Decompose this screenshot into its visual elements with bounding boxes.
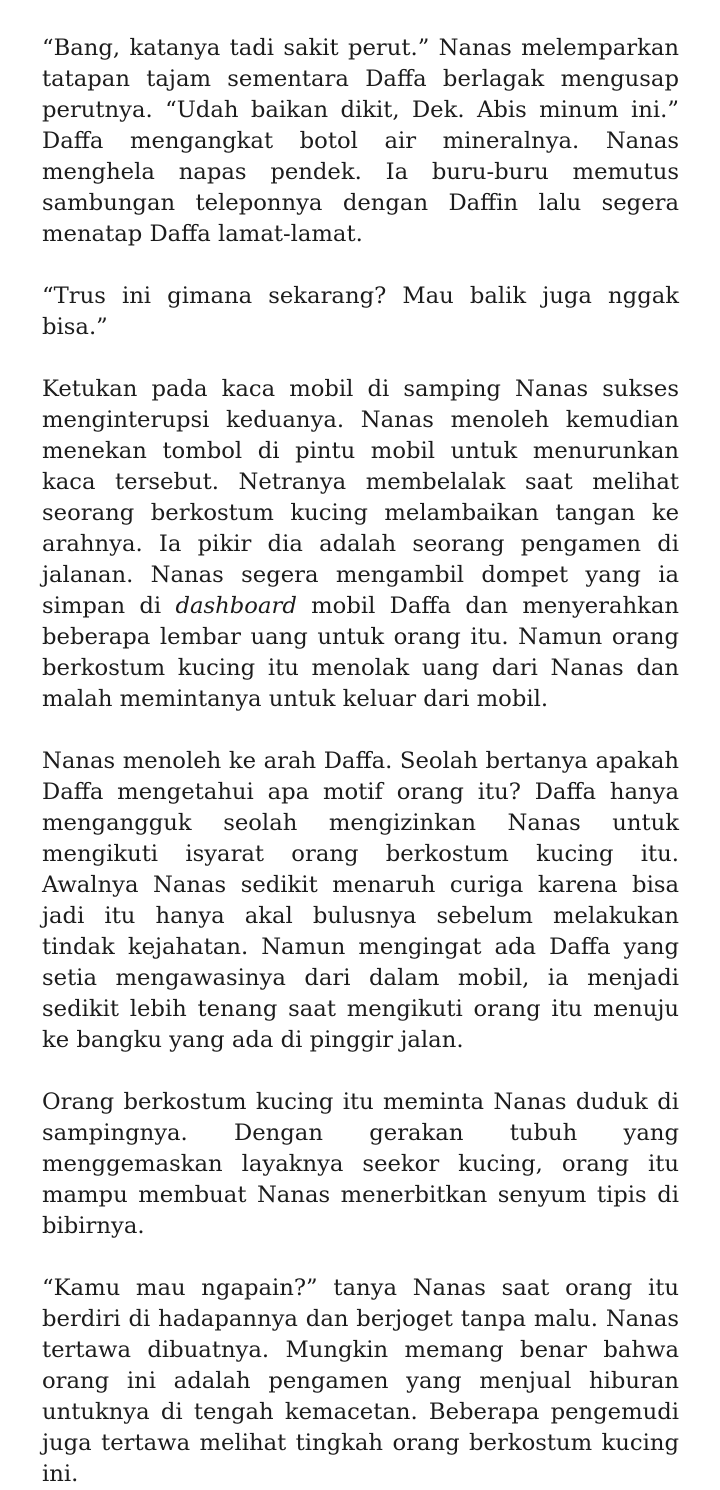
paragraph-3 xyxy=(42,374,679,715)
italic-term: dashboard xyxy=(175,593,297,619)
paragraph-1: “Bang, katanya tadi sakit perut.” Nanas melemparkan tatapan tajam sementara Daffa berlagak mengusap perutnya. “Udah baikan dikit, Dek. Abis minum ini.” Daffa mengangkat botol air mineralnya. Nanas menghela napas pendek. Ia buru-buru memutus sambungan teleponnya dengan Daffin lalu segera menatap Daffa lamat-lamat. xyxy=(42,35,679,247)
paragraph-2: “Trus ini gimana sekarang? Mau balik juga nggak bisa.” xyxy=(42,283,679,340)
paragraph-5: Orang berkostum kucing itu meminta Nanas duduk di sampingnya. Dengan gerakan tubuh yang menggemaskan layaknya seekor kucing, orang itu mampu membuat Nanas menerbitkan senyum tipis di bibirnya. xyxy=(42,1089,679,1239)
paragraph-4: Nanas menoleh ke arah Daffa. Seolah bertanya apakah Daffa mengetahui apa motif orang itu? Daffa hanya mengangguk seolah mengizinkan Nanas untuk mengikuti isyarat orang berkostum kucing itu. Awalnya Nanas sedikit menaruh curiga karena bisa jadi itu hanya akal bulusnya sebelum melakukan tindak kejahatan. Namun mengingat ada Daffa yang setia mengawasinya dari dalam mobil, ia menjadi sedikit lebih tenang saat mengikuti orang itu menuju ke bangku yang ada di pinggir jalan. xyxy=(42,748,679,1053)
paragraph-3-text-end: mobil Daffa dan menyerahkan beberapa lembar uang untuk orang itu. Namun orang berkostum kucing itu menolak uang dari Nanas dan malah memintanya untuk keluar dari mobil. xyxy=(42,593,679,712)
paragraph-6: “Kamu mau ngapain?” tanya Nanas saat orang itu berdiri di hadapannya dan berjoget tanpa malu. Nanas tertawa dibuatnya. Mungkin memang benar bahwa orang ini adalah pengamen yang menjual hiburan untuknya di tengah kemacetan. Beberapa pengemudi juga tertawa melihat tingkah orang berkostum kucing ini. xyxy=(42,1275,679,1487)
paragraph-3-text-start: Ketukan pada kaca mobil di samping Nanas sukses menginterupsi keduanya. Nanas menoleh kemudian menekan tombol di pintu mobil untuk menurunkan kaca tersebut. Netranya membelalak saat melihat seorang berkostum kucing melambaikan tangan ke arahnya. Ia pikir dia adalah seorang pengamen di jalanan. Nanas segera mengambil dompet yang ia simpan di xyxy=(42,376,679,619)
